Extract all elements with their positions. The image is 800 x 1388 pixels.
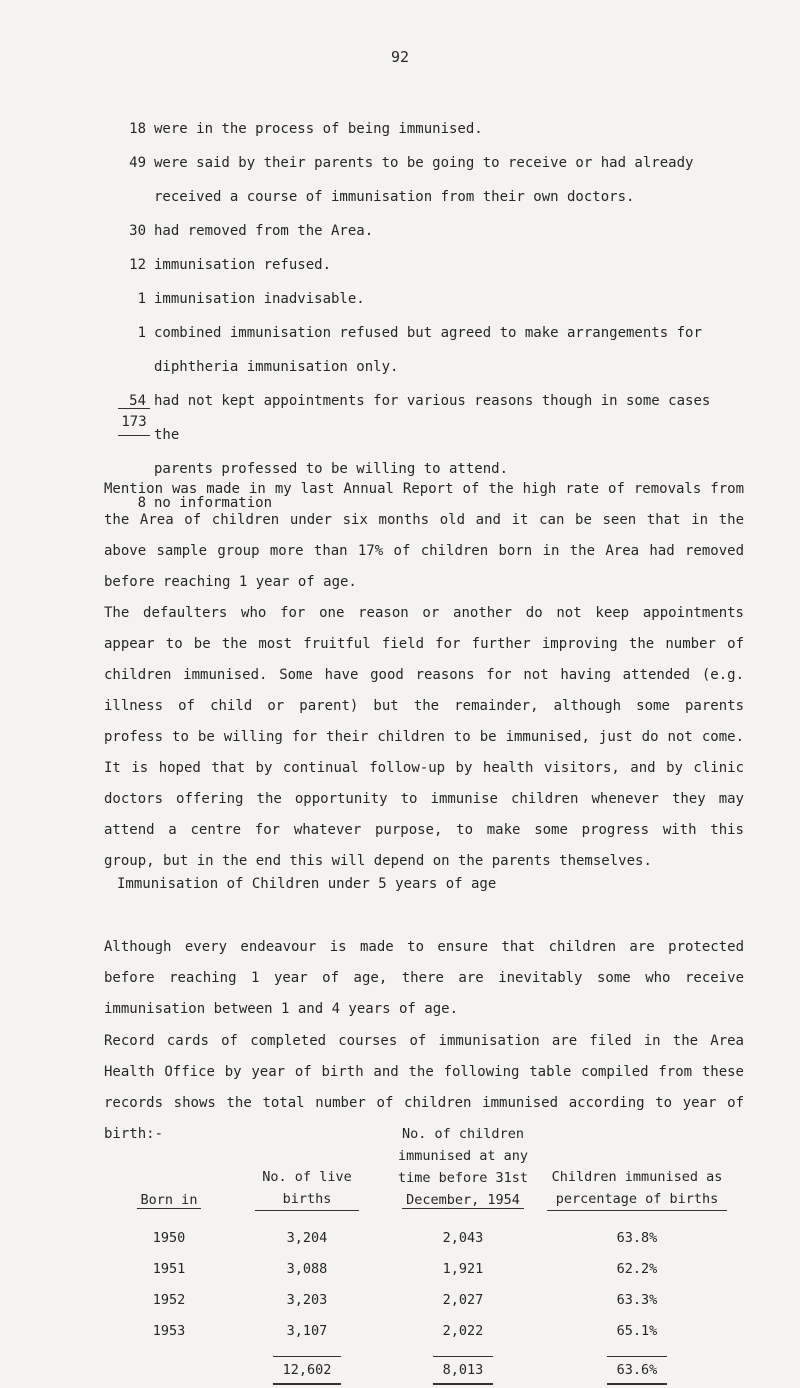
table-row: 1951 3,088 1,921 62.2% bbox=[152, 1261, 658, 1277]
list-item bbox=[118, 214, 738, 248]
outcome-list bbox=[118, 112, 738, 520]
paragraph-defaulters: The defaulters who for one reason or another do not keep appointments appear to be the most fruitful field for further improving the number of children immunised. Some have good reasons for not having attended (e.g. illness of child or parent) but the remainder, although some parents profess to be willing for their children to be immunised, just do not come. It is hoped that by continual follow-up by health visitors, and by clinic doctors offering the opportunity to immunise children whenever they may attend a centre for whatever purpose, to make some progress with this group, but in the end this will depend on the parents themselves. bbox=[104, 605, 744, 869]
section-heading: Immunisation of Children under 5 years of age bbox=[117, 876, 497, 892]
list-item bbox=[118, 282, 738, 316]
list-item-text: combined immunisation refused but agreed to make arrangements for diphtheria immunisation only. bbox=[154, 325, 702, 375]
list-item-text: were said by their parents to be going to receive or had already received a course of immunisation from their own doctors. bbox=[154, 155, 694, 205]
page-number: 92 bbox=[390, 48, 410, 66]
table-row: 1950 3,204 2,043 63.8% bbox=[152, 1230, 658, 1246]
list-item-count: 8 bbox=[137, 495, 146, 511]
table-total-row: 12,602 8,013 63.6% bbox=[104, 1347, 728, 1386]
list-item-text: no information bbox=[154, 495, 273, 511]
list-item-count: 30 bbox=[129, 223, 146, 239]
list-item-count: 12 bbox=[129, 257, 146, 273]
header-percentage: Children immunised as percentage of births bbox=[546, 1122, 728, 1223]
list-item-text: had not kept appointments for various reasons though in some cases the parents professed to be willing to attend. bbox=[154, 393, 711, 477]
list-item bbox=[118, 112, 738, 146]
list-total: 173 bbox=[118, 408, 150, 436]
list-item bbox=[118, 384, 738, 486]
table-row: 1952 3,203 2,027 63.3% bbox=[152, 1292, 658, 1308]
list-item bbox=[118, 248, 738, 282]
list-item-text: immunisation refused. bbox=[154, 257, 332, 273]
header-live-births: No. of live births bbox=[234, 1122, 380, 1223]
list-item-text: had removed from the Area. bbox=[154, 223, 374, 239]
header-born-in: Born in bbox=[104, 1122, 234, 1223]
list-item bbox=[118, 146, 738, 214]
list-item-count: 1 bbox=[137, 291, 146, 307]
list-item-text: were in the process of being immunised. bbox=[154, 121, 483, 137]
paragraph-endeavour: Although every endeavour is made to ensure that children are protected before reaching 1 year of age, there are inevitably some who receive immunisation between 1 and 4 years of age. bbox=[104, 939, 744, 1017]
list-item-count: 49 bbox=[129, 155, 146, 171]
list-item bbox=[118, 316, 738, 384]
paragraph-record-cards: Record cards of completed courses of immunisation are filed in the Area Health Office by year of birth and the following table compiled from these records shows the total number of children immunised according to year of birth:- bbox=[104, 1033, 744, 1142]
list-item-count: 54 bbox=[129, 393, 146, 409]
table-row: 1953 3,107 2,022 65.1% bbox=[152, 1323, 658, 1339]
list-item-count: 18 bbox=[129, 121, 146, 137]
paragraph-removals: Mention was made in my last Annual Report of the high rate of removals from the Area of children under six months old and it can be seen that in the above sample group more than 17% of children born in the Area had removed before reaching 1 year of age. bbox=[104, 481, 744, 590]
immunisation-table bbox=[104, 1122, 728, 1386]
table-header-row bbox=[104, 1122, 728, 1223]
header-immunised: No. of children immunised at any time before 31st December, 1954 bbox=[397, 1126, 529, 1208]
list-item-text: immunisation inadvisable. bbox=[154, 291, 365, 307]
list-item-count: 1 bbox=[137, 325, 146, 341]
